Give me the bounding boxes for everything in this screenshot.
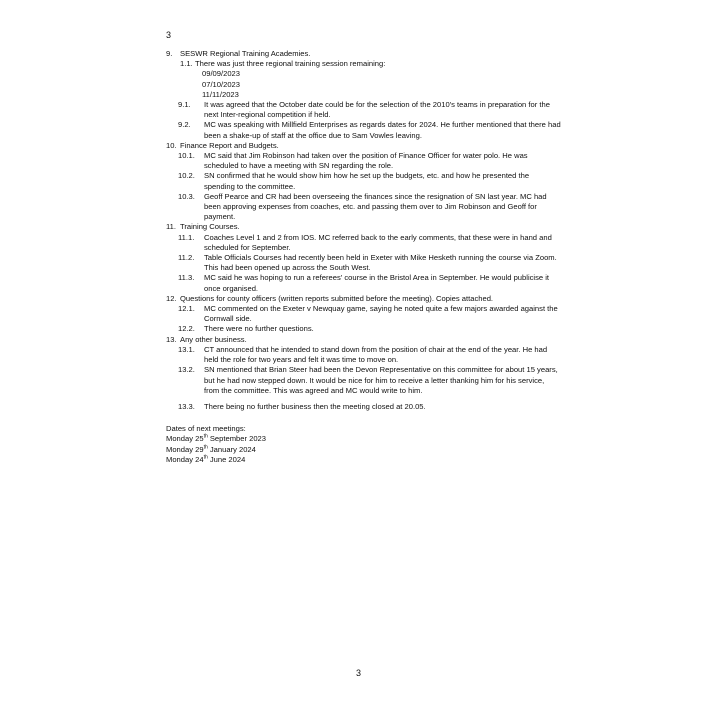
item-number: 13.2.	[178, 365, 195, 375]
next-meetings	[166, 424, 561, 465]
item-number: 10.2.	[178, 171, 195, 181]
section-item	[166, 253, 561, 273]
section-number: 9.	[166, 49, 173, 58]
page-number-top: 3	[166, 30, 172, 40]
section-12	[166, 294, 561, 304]
item-text: SN confirmed that he would show him how he set up the budgets, etc. and how he presented the spending to the committee.	[204, 171, 530, 191]
item-number: 1.1.	[180, 59, 193, 69]
page-number-bottom: 3	[356, 668, 362, 678]
item-number: 13.3.	[178, 401, 195, 411]
item-text: SN mentioned that Brian Steer had been the Devon Representative on this committee for about 15 years, but he had now stepped down. It would be nice for him to receive a letter thanking him for his service, from the committee. This was agreed and MC would write to him.	[204, 365, 558, 395]
item-number: 12.1.	[178, 304, 195, 314]
section-number: 11.	[166, 222, 176, 232]
item-text: MC said that Jim Robinson had taken over the position of Finance Officer for water polo. He was scheduled to have a meeting with SN regarding the role.	[204, 151, 528, 171]
item-number: 11.3.	[178, 273, 195, 283]
section-title: Finance Report and Budgets.	[180, 140, 279, 150]
item-number: 10.1.	[178, 151, 195, 161]
section-item	[166, 171, 561, 191]
next-meetings-heading: Dates of next meetings:	[166, 424, 246, 434]
item-text: CT announced that he intended to stand down from the position of chair at the end of the year. He had held the role for two years and felt it was time to move on.	[204, 344, 548, 365]
item-text: MC was speaking with Millfield Enterprises as regards dates for 2024. He further mentioned that there had been a shake-up of staff at the office due to Sam Vowles leaving.	[204, 120, 561, 140]
session-date: 09/09/2023	[202, 69, 241, 79]
meeting-date: Monday 25th September 2023	[166, 433, 267, 444]
section-title: Any other business.	[180, 334, 247, 344]
item-number: 10.3.	[178, 191, 195, 201]
session-date: 11/11/2023	[202, 89, 239, 99]
item-text: Geoff Pearce and CR had been overseeing the finances since the resignation of SN last year. MC had been approving expenses from coaches, etc. and passing them over to Jim Robinson and Geoff for payment.	[204, 191, 547, 222]
item-text: It was agreed that the October date could be for the selection of the 2010's teams in preparation for the next Inter-regional competition if held.	[204, 100, 550, 120]
item-text: There being no further business then the meeting closed at 20.05.	[204, 401, 426, 411]
section-title: Training Courses.	[180, 222, 240, 232]
section-item	[166, 59, 561, 69]
section-item	[166, 304, 561, 324]
minutes-content	[166, 49, 561, 465]
section-item	[166, 365, 561, 396]
item-text: Coaches Level 1 and 2 from IOS. MC referred back to the early comments, that these were in hand and scheduled for September.	[204, 232, 552, 252]
section-11	[166, 222, 561, 232]
meeting-date: Monday 24th June 2024	[166, 454, 246, 464]
item-number: 11.1.	[178, 232, 195, 242]
section-item	[166, 192, 561, 223]
section-10	[166, 141, 561, 151]
section-item	[166, 233, 561, 253]
item-number: 13.1.	[178, 344, 195, 354]
item-number: 9.2.	[178, 120, 191, 130]
section-title: Questions for county officers (written reports submitted before the meeting). Copies attached.	[180, 293, 494, 303]
section-item	[166, 120, 561, 140]
section-item	[166, 100, 561, 120]
section-9	[166, 49, 561, 59]
section-number: 10.	[166, 140, 177, 150]
section-item	[166, 345, 561, 365]
item-text: Table Officials Courses had recently been held in Exeter with Mike Hesketh running the course via Zoom. This had been opened up across the South West.	[204, 253, 557, 273]
section-item	[166, 273, 561, 293]
section-title: SESWR Regional Training Academies.	[180, 49, 311, 58]
item-text: MC commented on the Exeter v Newquay game, saying he noted quite a few majors awarded against the Cornwall side.	[204, 304, 558, 324]
item-text: There was just three regional training session remaining:	[195, 59, 386, 69]
meeting-date: Monday 29th January 2024	[166, 443, 256, 454]
section-item	[166, 151, 561, 171]
section-item	[166, 324, 561, 334]
item-number: 9.1.	[178, 100, 191, 110]
section-item	[166, 402, 561, 412]
item-text: MC said he was hoping to run a referees' course in the Bristol Area in September. He would publicise it once organised.	[204, 273, 550, 293]
section-13	[166, 335, 561, 345]
section-number: 13.	[166, 334, 177, 344]
session-dates	[166, 69, 561, 100]
item-number: 12.2.	[178, 324, 195, 334]
session-date: 07/10/2023	[202, 79, 241, 89]
item-number: 11.2.	[178, 253, 195, 263]
section-number: 12.	[166, 293, 177, 303]
item-text: There were no further questions.	[204, 324, 314, 334]
